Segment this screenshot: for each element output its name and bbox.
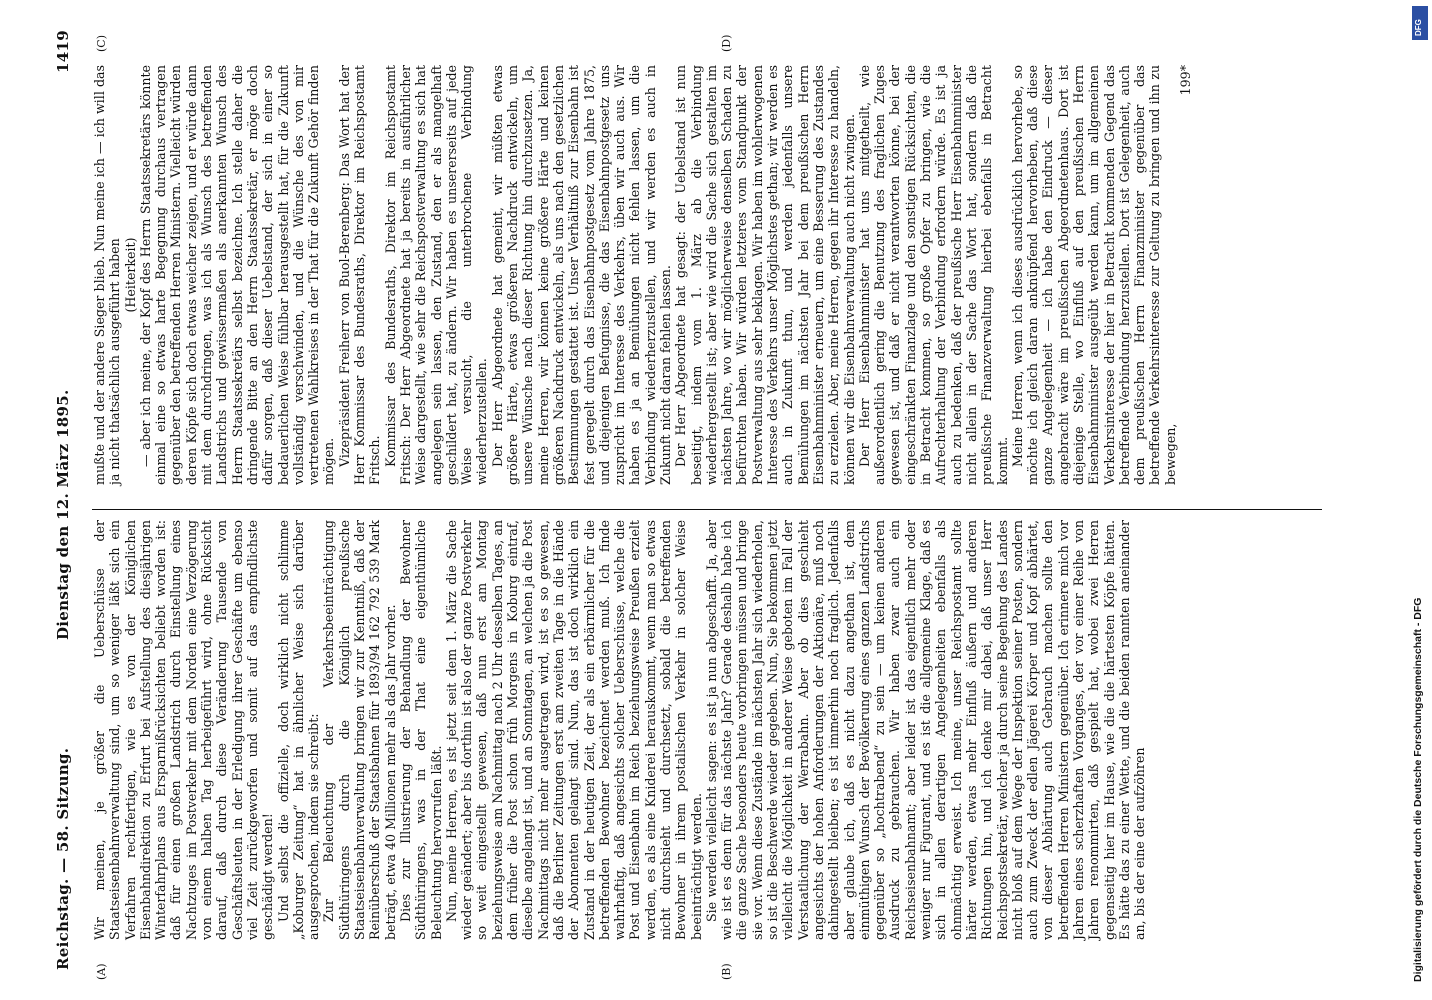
quotation: Zur Beleuchtung der Verkehrsbeeinträchtigung Südthüringens durch die Königlich preußische Staatseisenbahnverwaltung bringen wir zur Kenntniß, daß der Reinüberschuß der Staatsbahnen für 1893/94 162 792 539 Mark beträgt, etwa 40 Millionen mehr als das Jahr vorher. bbox=[321, 520, 398, 940]
paragraph: Sie werden vielleicht sagen: es ist ja nun abgeschafft. Ja, aber wie ist es denn für das nächste Jahr? Gerade deshalb habe ich die ganze Sache besonders heute vorbringen müssen und bringe sie vor. Wenn diese Zustände im nächsten Jahr sich wiederholen, so ist die Beschwerde wieder gegeben. Nun, Sie bekommen jetzt vielleicht die Möglichkeit in anderer Weise geboten im Fall der Verstaatlichung der Werrabahn. Aber ob dies geschieht angesichts der hohen Anforderungen der Aktionäre, muß noch dahingestellt bleiben; es ist immerhin noch fraglich. Jedenfalls aber glaube ich, daß es nicht dazu angethan ist, dem einmüthigen Wunsch der Bevölkerung eines ganzen Landstrichs gegenüber so „hochtrabend“ zu sein — um keinen anderen Ausdruck zu gebrauchen. Wir haben zwar auch ein Reichseisenbahnamt; aber leider ist das eigentlich mehr oder weniger nur Figurant, und es ist die allgemeine Klage, daß es sich in allen derartigen Angelegenheiten ebenfalls als ohnmächtig erweist. Ich meine, unser Reichspostamt sollte härter werden, etwas mehr Einfluß äußern und anderen Richtungen hin, und ich denke mir dabei, daß unser Herr Reichspostsekretär, welcher ja durch seine Begehung des Landes nicht bloß auf dem Wege der Inspektion seiner Posten, sondern auch zum Zweck der edlen Jägerei Körper und Kopf abhärtet, von dieser Abhärtung auch Gebrauch machen sollte den betreffenden Herren Ministern gegenüber. Ich erinnere mich vor Jahren eines scherzhaften Vorganges, der vor einer Reihe von Jahren renommirten, daß gespielt hat, wobei zwei Herren gegenseitig hier im Hause, wie die die härtesten Köpfe hätten. Es hätte das zu einer Wette, und die beiden rannten aneinander an, bis der eine der aufzöhren bbox=[703, 520, 1148, 940]
header-session: Reichstag. — 58. Sitzung. bbox=[54, 747, 72, 970]
paragraph: Nun, meine Herren, es ist jetzt seit dem 1. März die Sache wieder geändert; aber bis dorthin ist also der ganze Postverkehr so weit eingestellt gewesen, daß nun erst am Montag beziehungsweise am Nachmittag nach 2 Uhr desselben Tages, an dem früher die Post schon früh Morgens in Koburg eintraf, dieselbe angelangt ist, und an Sonntagen, an welchen ja die Post Nachmittags nicht mehr ausgetragen wird, ist es so gewesen, daß die Berliner Zeitungen erst am zweiten Tage in die Hände der Abonnenten gelangt sind. Nun, das ist doch wirklich ein Zustand in der heutigen Zeit, der als ein erbärmlicher für die betreffenden Bewohner bezeichnet werden muß. Ich finde wahrhaftig, daß angesichts solcher Ueberschüsse, welche die Post und Eisenbahn im Reich beziehungsweise Preußen erzielt werden, es als eine Kniderei herauskommt, wenn man so etwas nicht durchsieht und durchsetzt, sobald die betreffenden Bewohner in ihrem postalischen Verkehr in solcher Weise beeinträchtigt werden. bbox=[443, 520, 704, 940]
header-page-number: 1419 bbox=[54, 30, 72, 73]
page-header bbox=[50, 30, 80, 970]
paragraph: mußte und der andere Sieger blieb. Nun meine ich — ich will das ja nicht thatsächlich ausgeführt haben bbox=[92, 65, 123, 485]
paragraph: Dies zur Illustrierung der Behandlung der Bewohner Südthüringens, was in der That eine eigenthümliche Beleuchtung hervorrufen läßt. bbox=[397, 520, 444, 940]
column-divider bbox=[92, 509, 1322, 510]
paragraph: Der Herr Abgeordnete hat gemeint, wir müßten etwas größere Härte, etwas größeren Nachdruck entwickeln, um unsere Wünsche nach dieser Richtung hin durchzusetzen. Ja, meine Herren, wir können keine größere Härte und keinen größeren Nachdruck entwickeln, als uns nach den gesetzlichen Bestimmungen gestattet ist. Unser Verhältniß zur Eisenbahn ist fest geregelt durch das Eisenbahnpostgesetz vom Jahre 1875, und diejenigen Befugnisse, die das Eisenbahnpostgesetz uns zuspricht im Interesse des Verkehrs, üben wir auch aus. Wir haben es ja an Bemühungen nicht fehlen lassen, um die Verbindung wiederherzustellen, und wir werden es auch in Zukunft nicht daran fehlen lassen. bbox=[489, 65, 673, 485]
margin-marker-d: (D) bbox=[720, 34, 733, 52]
margin-marker-b: (B) bbox=[720, 963, 733, 980]
interjection: (Heiterkeit) bbox=[122, 237, 138, 313]
margin-marker-c: (C) bbox=[95, 35, 108, 52]
header-date: Dienstag den 12. März 1895. bbox=[54, 389, 72, 640]
right-column bbox=[92, 65, 1193, 485]
paragraph: Der Herr Abgeordnete hat gesagt: der Uebelstand ist nun beseitigt, indem vom 1. März ab die Verbindung wiederhergestellt ist; aber wie wird die Sache sich gestalten im nächsten Jahre, wo wir möglicherweise denselben Schaden zu befürchten haben. Wir würden letzteres vom Standpunkt der Postverwaltung aus sehr beklagen. Wir haben im wohlerwogenen Interesse des Verkehrs unser Möglichstes gethan; wir werden es auch in Zukunft thun, und werden jedenfalls unsere Bemühungen im nächsten Jahr bei dem preußischen Herrn Eisenbahnminister erneuern, um eine Besserung des Zustandes zu erzielen. Aber, meine Herren, gegen ihr Interesse zu handeln, können wir die Eisenbahnverwaltung auch nicht zwingen. bbox=[673, 65, 857, 485]
sheet-signature: 199* bbox=[1178, 65, 1194, 96]
paragraph: — aber ich meine, der Kopf des Herrn Staatssekretärs könnte einmal eine so etwas harte Begegnung durchaus vertragen gegenüber den betreffenden Herren Ministern. Vielleicht würden deren Köpfe sich doch etwas weicher zeigen, und er würde dann mit dem durchdringen, was ich als Wunsch des betreffenden Landstrichs und gewissermaßen als anerkannten Wunsch des Herrn Staatssekretärs selbst bezeichne. Ich stelle daher die dringende Bitte an den Herrn Staatssekretär, er möge doch dafür sorgen, daß dieser Uebelstand, der sich in einer so bedauerlichen Weise fühlbar herausgestellt hat, für die Zukunft vollständig verschwinden, und die Wünsche des von mir vertretenen Wahlkreises in der That für die Zukunft Gehör finden mögen. bbox=[137, 65, 337, 485]
paragraph: Wir meinen, je größer die Ueberschüsse der Staatseisenbahnverwaltung sind, um so weniger läßt sich ein Verfahren rechtfertigen, wie es von der Königlichen Eisenbahndirektion zu Erfurt bei Aufstellung des diesjährigen Winterfahrplans aus Ersparnißrücksichten beliebt worden ist: daß für einen großen Landstrich durch Einstellung eines Nachtzuges im Postverkehr mit dem Norden eine Verzögerung von einem halben Tag herbeigeführt wird, ohne Rücksicht darauf, daß durch diese Veränderung Tausende von Geschäftsleuten in der Erledigung ihrer Geschäfte um ebenso viel Zeit zurückgeworfen und somit auf das empfindlichste geschädigt werden! bbox=[92, 520, 276, 940]
margin-marker-a: (A) bbox=[95, 963, 108, 980]
left-column bbox=[92, 520, 1147, 940]
speaker-paragraph: Vizepräsident Freiherr von Buol-Berenberg: Das Wort hat der Herr Kommissar des Bundesraths, Direktor im Reichspostamt Fritsch. bbox=[336, 65, 383, 485]
digitization-credit-text: Digitalisierung gefördert durch die Deutsche Forschungsgemeinschaft - DFG bbox=[1412, 597, 1424, 982]
speaker-paragraph: Kommissar des Bundesraths, Direktor im Reichspostamt Fritsch: Der Herr Abgeordnete hat ja bereits in ausführlicher Weise dargestellt, wie sehr die Reichspostverwaltung es sich hat angelegen sein lassen, den Zustand, den er als mangelhaft geschildert hat, zu ändern. Wir haben es unsererseits auf jede Weise versucht, die unterbrochene Verbindung wiederherzustellen. bbox=[382, 65, 490, 485]
dfg-logo: DFG bbox=[1412, 6, 1428, 40]
digitization-credit bbox=[1412, 12, 1430, 982]
paragraph: Und selbst die offizielle, doch wirklich nicht schlimme „Koburger Zeitung“ hat in ähnlicher Weise sich darüber ausgesprochen, indem sie schreibt: bbox=[275, 520, 322, 940]
paragraph: Meine Herren, wenn ich dieses ausdrücklich hervorhebe, so möchte ich gleich daran anknüpfend hervorheben, daß diese ganze Angelegenheit — ich habe den Eindruck — dieser angebracht wäre im preußischen Abgeordnetenhaus. Dort ist diejenige Stelle, wo Einfluß auf den preußischen Herrn Eisenbahnminister ausgeübt werden kann, um im allgemeinen Verkehrsinteresse der hier in Betracht kommenden Gegend das betreffende Verbindung herzustellen. Dort ist Gelegenheit, auch dem preußischen Herrn Finanzminister gegenüber das betreffende Verkehrsinteresse zur Geltung zu bringen und ihn zu bewegen, bbox=[1009, 65, 1178, 485]
paragraph: Der Herr Eisenbahnminister hat uns mitgetheilt, wie außerordentlich gering die Benutzung des fraglichen Zuges gewesen ist, und daß er nicht verantworten könne, bei der eingeschränkten Finanzlage und den sonstigen Rücksichten, die in Betracht kommen, so große Opfer zu bringen, wie die Aufrechterhaltung der Verbindung erfordern würde. Es ist ja auch zu bedenken, daß der preußische Herr Eisenbahnminister nicht allein in der Sache das Wort hat, sondern daß die preußische Finanzverwaltung hierbei ebenfalls in Betracht kommt. bbox=[856, 65, 1010, 485]
